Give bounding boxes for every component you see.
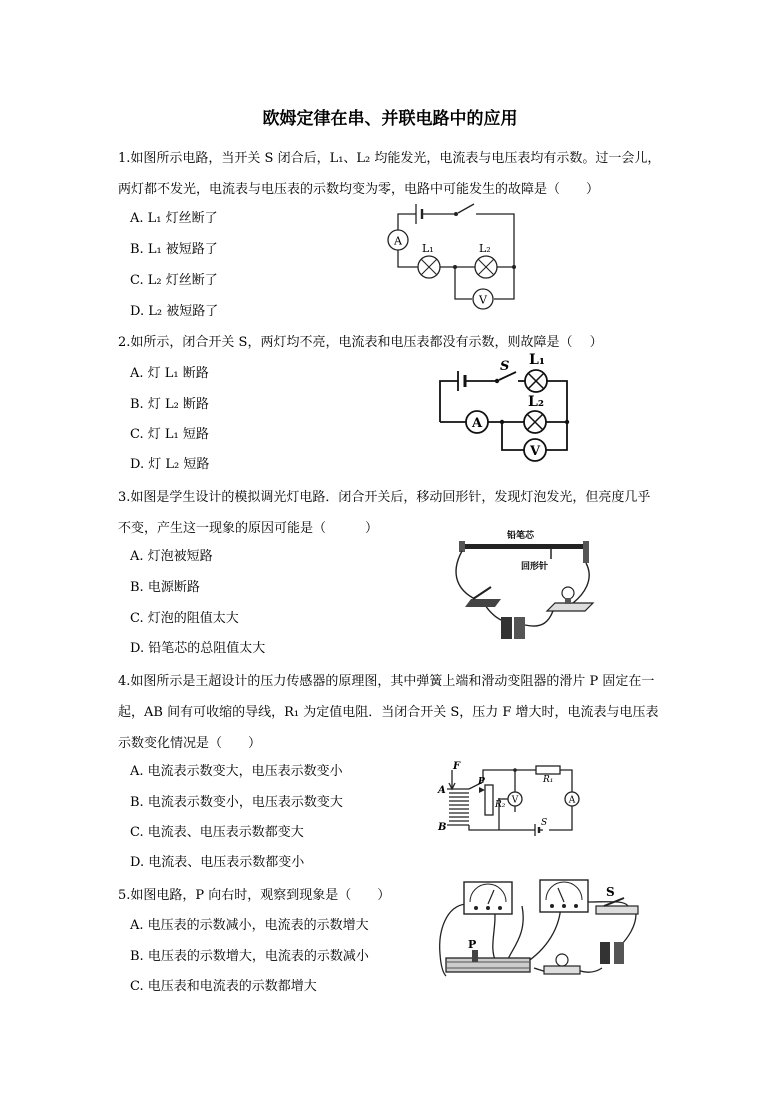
question-1-lamp-1 xyxy=(418,242,440,278)
question-4-sensor-diagram xyxy=(435,762,585,844)
question-1-ammeter-label: A xyxy=(394,234,402,248)
question-2-lamp-2-label: L₂ xyxy=(528,394,544,410)
question-4-voltmeter-label: V xyxy=(511,795,519,806)
question-5-switch-label: S xyxy=(606,885,615,899)
question-1-option-a: A. L₁ 灯丝断了 xyxy=(130,211,218,226)
question-2-ammeter xyxy=(466,411,488,433)
question-4-ammeter xyxy=(565,792,579,806)
question-5-bulb xyxy=(544,954,580,974)
question-5-battery xyxy=(600,942,624,964)
question-2-voltmeter xyxy=(524,439,546,461)
question-5-switch xyxy=(596,885,638,914)
question-1-stem: 1.如图所示电路，当开关 S 闭合后，L₁、L₂ 均能发光，电流表与电压表均有示数。过一会儿，两灯都不发光，电流表与电压表的示数均变为零，电路中可能发生的故障是（ ） xyxy=(118,151,661,197)
question-4-option-d: D. 电流表、电压表示数都变小 xyxy=(130,855,305,870)
question-5-option-c: C. 电压表和电流表的示数都增大 xyxy=(130,979,317,994)
question-4-option-b: B. 电流表示数变小，电压表示数变大 xyxy=(130,795,343,810)
question-3-paper-clip xyxy=(521,549,551,572)
question-4-option-c: C. 电流表、电压表示数都变大 xyxy=(130,825,304,840)
question-2-switch-label: S xyxy=(500,359,510,374)
question-2-option-c: C. 灯 L₁ 短路 xyxy=(130,427,209,442)
question-2-lamp-1-label: L₁ xyxy=(529,352,545,368)
question-4-r2-label: R₂ xyxy=(495,800,506,810)
question-2-option-b: B. 灯 L₂ 断路 xyxy=(130,397,209,412)
question-3-option-d: D. 铅笔芯的总阻值太大 xyxy=(130,641,266,656)
question-1-voltmeter-label: V xyxy=(479,293,487,307)
question-3-option-b: B. 电源断路 xyxy=(130,580,200,595)
question-3-apparatus-diagram xyxy=(455,525,605,645)
question-3-pencil-lead-label: 铅笔芯 xyxy=(507,531,535,541)
question-2-option-d: D. 灯 L₂ 短路 xyxy=(130,457,210,472)
question-4-slider-label: P xyxy=(478,777,485,787)
question-5-option-b: B. 电压表的示数增大，电流表的示数减小 xyxy=(130,949,369,964)
question-1-voltmeter xyxy=(473,289,493,309)
question-1-ammeter xyxy=(388,230,408,250)
question-5-slider-label: P xyxy=(468,938,477,951)
question-3-stem: 3.如图是学生设计的模拟调光灯电路．闭合开关后，移动回形针，发现灯泡发光，但亮度几乎不变，产生这一现象的原因可能是（ ） xyxy=(118,490,651,536)
question-4-point-a-label: A xyxy=(438,785,446,796)
question-5-option-a: A. 电压表的示数减小，电流表的示数增大 xyxy=(130,918,369,933)
question-4-r1-label: R₁ xyxy=(543,775,554,785)
question-2-ammeter-label: A xyxy=(471,416,483,431)
question-3-option-c: C. 灯泡的阻值太大 xyxy=(130,611,239,626)
question-5-voltmeter xyxy=(540,880,588,912)
question-1-lamp-2 xyxy=(475,242,497,278)
question-3-bulb xyxy=(547,587,593,611)
question-1-lamp-1-label: L₁ xyxy=(422,242,434,255)
question-3-battery xyxy=(501,617,525,639)
question-1-option-b: B. L₁ 被短路了 xyxy=(130,242,218,257)
question-5-rheostat xyxy=(446,938,530,972)
question-1-option-c: C. L₂ 灯丝断了 xyxy=(130,273,218,288)
question-5-stem: 5.如图电路，P 向右时，观察到现象是（ ） xyxy=(118,888,391,903)
page-title: 欧姆定律在串、并联电路中的应用 xyxy=(262,109,518,129)
question-1-option-d: D. L₂ 被短路了 xyxy=(130,304,219,319)
question-4-stem: 4.如图所示是王超设计的压力传感器的原理图，其中弹簧上端和滑动变阻器的滑片 P 固定在一起，AB 间有可收缩的导线，R₁ 为定值电阻．当闭合开关 S，压力 F 增大时，电流表与电压表示数变化情况是（ ） xyxy=(118,674,659,751)
question-2-circuit-diagram xyxy=(430,350,580,465)
question-4-point-b-label: B xyxy=(438,822,447,833)
question-1-lamp-2-label: L₂ xyxy=(479,242,491,255)
question-1-circuit-diagram xyxy=(380,198,530,313)
question-2-voltmeter-label: V xyxy=(529,444,541,459)
question-5-ammeter xyxy=(464,882,512,914)
question-3-pencil-lead xyxy=(459,529,589,563)
question-2-lamp-1 xyxy=(525,352,547,392)
question-4-ammeter-label: A xyxy=(568,795,576,806)
question-4-switch-label: S xyxy=(541,818,548,828)
question-2-option-a: A. 灯 L₁ 断路 xyxy=(130,366,209,381)
question-4-force-label: F xyxy=(453,761,461,772)
question-3-option-a: A. 灯泡被短路 xyxy=(130,549,213,564)
question-2-stem: 2.如所示，闭合开关 S，两灯均不亮，电流表和电压表都没有示数，则故障是（ ） xyxy=(118,335,603,350)
question-2-lamp-2 xyxy=(524,394,546,433)
question-5-apparatus-diagram xyxy=(436,876,646,986)
question-4-option-a: A. 电流表示数变大，电压表示数变小 xyxy=(130,764,343,779)
question-3-paper-clip-label: 回形针 xyxy=(521,562,549,572)
